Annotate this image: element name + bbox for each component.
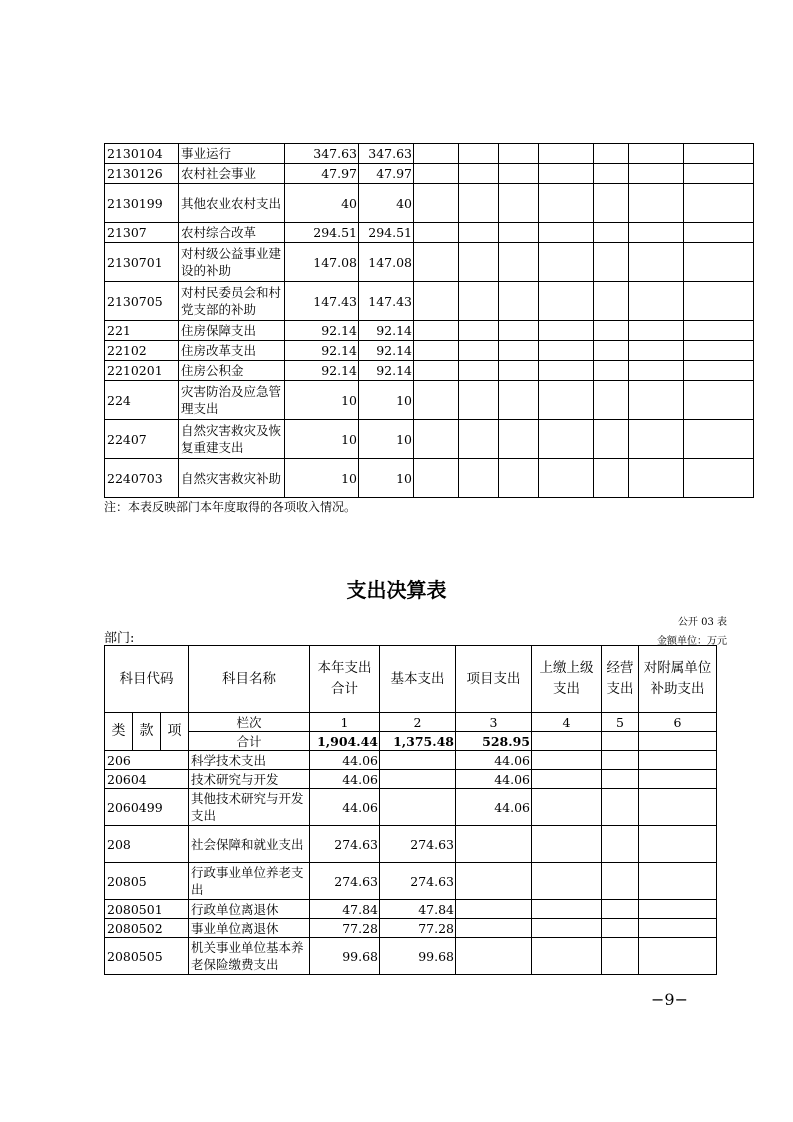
row-empty-cell [684,223,754,243]
row-name: 自然灾害救灾补助 [179,459,285,498]
row-code: 22102 [105,341,179,361]
income-table [104,143,754,498]
row-total: 44.06 [310,789,380,826]
row-empty-cell [499,321,539,341]
row-code: 2210201 [105,361,179,381]
row-empty-cell [684,459,754,498]
sum-upper [532,732,602,751]
row-empty-cell [594,184,629,223]
row-project: 44.06 [456,751,532,770]
page-title: 支出决算表 [346,578,447,602]
row-empty-cell [539,361,594,381]
row-total: 147.08 [285,243,359,282]
row-basic: 47.84 [380,900,456,919]
table-row [105,282,754,321]
table-row [105,341,754,361]
row-project: 44.06 [456,789,532,826]
row-upper [532,826,602,863]
row-name: 对村民委员会和村党支部的补助 [179,282,285,321]
sum-subsidiary [639,732,717,751]
header-row [105,646,717,713]
row-project: 44.06 [456,770,532,789]
row-total: 347.63 [285,144,359,164]
row-basic [380,751,456,770]
row-upper [532,938,602,975]
row-empty-cell [499,164,539,184]
row-code: 206 [105,751,189,770]
table-row [105,164,754,184]
expenditure-table [104,645,717,975]
row-code: 2240703 [105,459,179,498]
column-number-row [105,713,717,732]
row-empty-cell [414,321,459,341]
row-upper [532,789,602,826]
row-empty-cell [594,164,629,184]
row-name: 农村社会事业 [179,164,285,184]
row-code: 2130104 [105,144,179,164]
row-empty-cell [414,341,459,361]
row-code: 2060499 [105,789,189,826]
header-lei: 类 [105,713,133,751]
row-empty-cell [539,243,594,282]
row-empty-cell [684,144,754,164]
table-row [105,919,717,938]
row-business [602,826,639,863]
row-empty-cell [539,459,594,498]
row-empty-cell [459,243,499,282]
row-project [456,863,532,900]
col-2: 2 [380,713,456,732]
row-subsidiary [639,770,717,789]
row-subsidiary [639,826,717,863]
table-row [105,863,717,900]
row-empty-cell [629,144,684,164]
row-empty-cell [684,282,754,321]
row-empty-cell [459,420,499,459]
row-total: 44.06 [310,751,380,770]
row-amount: 147.43 [359,282,414,321]
row-empty-cell [629,321,684,341]
row-empty-cell [684,164,754,184]
row-empty-cell [459,341,499,361]
table-row [105,751,717,770]
row-subsidiary [639,863,717,900]
row-basic [380,789,456,826]
row-empty-cell [684,361,754,381]
row-business [602,789,639,826]
row-empty-cell [459,144,499,164]
row-name: 住房公积金 [179,361,285,381]
row-total: 294.51 [285,223,359,243]
header-xiang: 项 [161,713,189,751]
row-name: 对村级公益事业建设的补助 [179,243,285,282]
row-empty-cell [414,420,459,459]
row-total: 274.63 [310,863,380,900]
row-empty-cell [499,420,539,459]
row-empty-cell [459,459,499,498]
row-empty-cell [499,459,539,498]
row-total: 10 [285,459,359,498]
table-row [105,361,754,381]
table-row [105,900,717,919]
row-amount: 47.97 [359,164,414,184]
row-empty-cell [414,164,459,184]
row-code: 221 [105,321,179,341]
table-row [105,938,717,975]
table-row [105,243,754,282]
row-empty-cell [539,381,594,420]
row-upper [532,751,602,770]
row-empty-cell [629,459,684,498]
table-row [105,420,754,459]
form-number: 公开 03 表 [677,617,727,628]
row-empty-cell [414,184,459,223]
row-total: 10 [285,381,359,420]
row-amount: 147.08 [359,243,414,282]
department-label: 部门: [104,631,135,646]
row-empty-cell [594,282,629,321]
amount-unit: 金额单位：万元 [657,636,727,647]
row-total: 47.84 [310,900,380,919]
table-row [105,789,717,826]
sum-basic: 1,375.48 [380,732,456,751]
row-name: 机关事业单位基本养老保险缴费支出 [189,938,310,975]
row-empty-cell [499,341,539,361]
row-business [602,863,639,900]
header-project: 项目支出 [456,646,532,713]
sum-business [602,732,639,751]
row-empty-cell [629,420,684,459]
row-total: 92.14 [285,321,359,341]
row-empty-cell [629,223,684,243]
row-empty-cell [459,164,499,184]
table-row [105,826,717,863]
row-amount: 10 [359,459,414,498]
row-empty-cell [499,361,539,381]
row-basic: 99.68 [380,938,456,975]
row-amount: 10 [359,420,414,459]
row-code: 2080501 [105,900,189,919]
row-empty-cell [499,144,539,164]
table-note: 注：本表反映部门本年度取得的各项收入情况。 [104,500,357,514]
row-name: 事业单位离退休 [189,919,310,938]
row-project [456,919,532,938]
row-code: 22407 [105,420,179,459]
row-subsidiary [639,789,717,826]
row-name: 事业运行 [179,144,285,164]
row-empty-cell [629,381,684,420]
row-total: 44.06 [310,770,380,789]
row-name: 其他农业农村支出 [179,184,285,223]
row-empty-cell [684,381,754,420]
row-amount: 347.63 [359,144,414,164]
row-empty-cell [684,341,754,361]
row-upper [532,900,602,919]
row-code: 2130701 [105,243,179,282]
row-basic [380,770,456,789]
row-business [602,938,639,975]
row-amount: 92.14 [359,341,414,361]
row-empty-cell [594,321,629,341]
row-project [456,900,532,919]
row-empty-cell [459,321,499,341]
header-business: 经营支出 [602,646,639,713]
row-empty-cell [539,420,594,459]
row-empty-cell [594,361,629,381]
table-row [105,223,754,243]
row-name: 社会保障和就业支出 [189,826,310,863]
row-name: 其他技术研究与开发支出 [189,789,310,826]
header-kuan: 款 [133,713,161,751]
row-empty-cell [459,381,499,420]
row-subsidiary [639,938,717,975]
header-subsidiary: 对附属单位补助支出 [639,646,717,713]
row-basic: 274.63 [380,863,456,900]
row-empty-cell [499,282,539,321]
row-amount: 92.14 [359,321,414,341]
row-code: 2130199 [105,184,179,223]
row-code: 20604 [105,770,189,789]
row-code: 2130705 [105,282,179,321]
row-empty-cell [684,321,754,341]
row-code: 21307 [105,223,179,243]
row-name: 行政事业单位养老支出 [189,863,310,900]
row-total: 40 [285,184,359,223]
header-total: 本年支出合计 [310,646,380,713]
row-name: 技术研究与开发 [189,770,310,789]
sum-row [105,732,717,751]
row-empty-cell [414,282,459,321]
row-business [602,770,639,789]
row-empty-cell [629,243,684,282]
row-total: 99.68 [310,938,380,975]
row-amount: 40 [359,184,414,223]
row-empty-cell [539,164,594,184]
row-code: 2080505 [105,938,189,975]
row-basic: 274.63 [380,826,456,863]
row-name: 科学技术支出 [189,751,310,770]
row-name: 自然灾害救灾及恢复重建支出 [179,420,285,459]
table-row [105,770,717,789]
row-empty-cell [499,381,539,420]
col-4: 4 [532,713,602,732]
row-empty-cell [629,341,684,361]
row-empty-cell [414,243,459,282]
row-name: 住房保障支出 [179,321,285,341]
row-code: 2130126 [105,164,179,184]
row-empty-cell [414,459,459,498]
row-code: 20805 [105,863,189,900]
header-basic: 基本支出 [380,646,456,713]
row-empty-cell [459,223,499,243]
col-6: 6 [639,713,717,732]
sum-label: 合计 [189,732,310,751]
row-basic: 77.28 [380,919,456,938]
row-code: 2080502 [105,919,189,938]
row-code: 208 [105,826,189,863]
page-number: −9− [651,990,688,1009]
row-empty-cell [629,184,684,223]
row-empty-cell [499,243,539,282]
row-empty-cell [414,381,459,420]
row-project [456,826,532,863]
row-empty-cell [539,341,594,361]
row-empty-cell [539,223,594,243]
row-project [456,938,532,975]
row-subsidiary [639,919,717,938]
row-empty-cell [499,223,539,243]
sum-total: 1,904.44 [310,732,380,751]
row-empty-cell [594,459,629,498]
sum-project: 528.95 [456,732,532,751]
row-business [602,919,639,938]
row-total: 47.97 [285,164,359,184]
row-empty-cell [499,184,539,223]
row-total: 92.14 [285,341,359,361]
row-total: 274.63 [310,826,380,863]
table-row [105,184,754,223]
table-row [105,321,754,341]
row-code: 224 [105,381,179,420]
header-code: 科目代码 [105,646,189,713]
header-name: 科目名称 [189,646,310,713]
row-upper [532,919,602,938]
header-upper: 上缴上级支出 [532,646,602,713]
row-name: 灾害防治及应急管理支出 [179,381,285,420]
row-empty-cell [459,361,499,381]
row-empty-cell [684,243,754,282]
row-empty-cell [414,144,459,164]
row-empty-cell [594,420,629,459]
table-row [105,381,754,420]
row-empty-cell [629,282,684,321]
row-empty-cell [459,184,499,223]
row-empty-cell [594,341,629,361]
row-upper [532,770,602,789]
row-empty-cell [539,144,594,164]
col-label: 栏次 [189,713,310,732]
col-5: 5 [602,713,639,732]
row-name: 住房改革支出 [179,341,285,361]
row-empty-cell [629,164,684,184]
row-subsidiary [639,900,717,919]
col-1: 1 [310,713,380,732]
row-name: 行政单位离退休 [189,900,310,919]
row-total: 147.43 [285,282,359,321]
row-empty-cell [414,361,459,381]
row-empty-cell [459,282,499,321]
row-amount: 92.14 [359,361,414,381]
row-total: 92.14 [285,361,359,381]
row-business [602,751,639,770]
row-empty-cell [629,361,684,381]
row-empty-cell [539,184,594,223]
row-amount: 294.51 [359,223,414,243]
row-empty-cell [539,282,594,321]
row-name: 农村综合改革 [179,223,285,243]
row-subsidiary [639,751,717,770]
row-empty-cell [594,144,629,164]
row-business [602,900,639,919]
row-empty-cell [539,321,594,341]
row-empty-cell [594,223,629,243]
table-row [105,144,754,164]
row-upper [532,863,602,900]
row-empty-cell [414,223,459,243]
table-row [105,459,754,498]
row-empty-cell [684,184,754,223]
col-3: 3 [456,713,532,732]
row-empty-cell [594,243,629,282]
row-total: 10 [285,420,359,459]
row-empty-cell [594,381,629,420]
row-amount: 10 [359,381,414,420]
row-empty-cell [684,420,754,459]
row-total: 77.28 [310,919,380,938]
